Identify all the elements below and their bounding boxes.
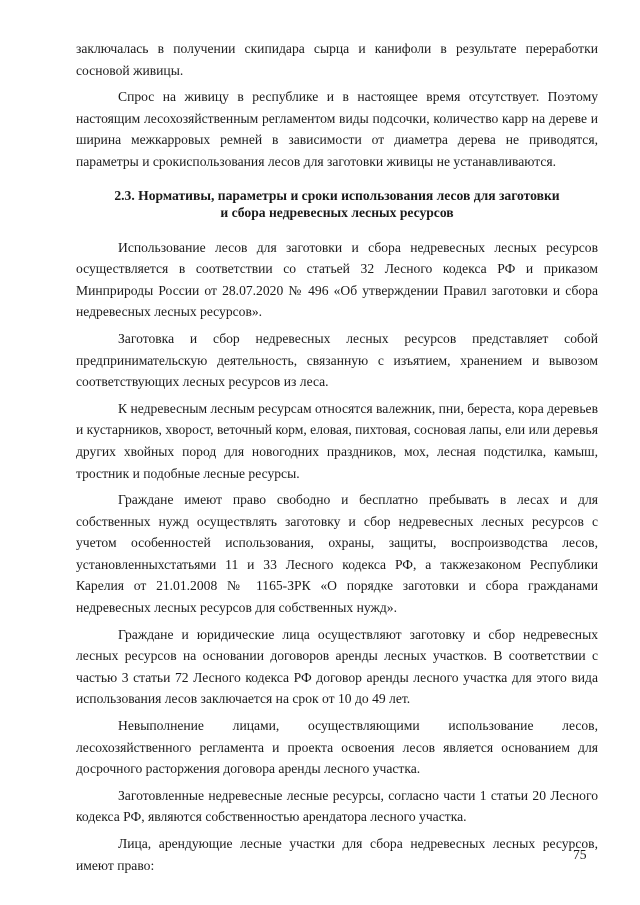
paragraph: Заготовка и сбор недревесных лесных ресурсов представляет собой предпринимательскую деятельность, связанную с изъятием, хранением и вывозом соответствующих лесных ресурсов из леса. xyxy=(76,330,598,390)
document-body xyxy=(76,38,598,881)
paragraph: Невыполнение лицами, осуществляющими использование лесов, лесохозяйственного регламента и проекта освоения лесов является основанием для досрочного расторжения договора аренды лесного участка. xyxy=(76,718,598,777)
paragraph: Спрос на живицу в республике и в настоящее время отсутствует. Поэтому настоящим лесохозяйственным регламентом виды подсочки, количество карр на дереве и ширина межкарровых ремней в зависимости от диаметра дерева не приводятся, параметры и срокиспользования лесов для заготовки живицы не устанавливаются. xyxy=(76,89,598,169)
paragraph: Использование лесов для заготовки и сбора недревесных лесных ресурсов осуществляется в соответствии со статьей 32 Лесного кодекса РФ и приказом Минприроды России от 28.07.2020 № 496 «Об утверждении Правил заготовки и сбора недревесных лесных ресурсов». xyxy=(76,239,598,320)
page-number: 75 xyxy=(573,847,587,862)
paragraph: Лица, арендующие лесные участки для сбора недревесных лесных ресурсов, имеют право: xyxy=(76,836,598,873)
section-heading-line-1: 2.3. Нормативы, параметры и сроки использования лесов для заготовки xyxy=(114,187,560,203)
paragraph: Граждане и юридические лица осуществляют заготовку и сбор недревесных лесных ресурсов на основании договоров аренды лесных участков. В соответствии с частью 3 статьи 72 Лесного кодекса РФ договор аренды лесного участка для этого вида использования лесов заключается на срок от 10 до 49 лет. xyxy=(76,626,598,707)
paragraph: К недревесным лесным ресурсам относятся валежник, пни, береста, кора деревьев и кустарников, хворост, веточный корм, еловая, пихтовая, сосновая лапы, ели или деревья других хвойных пород для новогодних праздников, мох, лесная подстилка, камыш, тростник и подобные лесные ресурсы. xyxy=(76,400,598,481)
paragraph: заключалась в получении скипидара сырца и канифоли в результате переработки сосновой живицы. xyxy=(76,41,598,78)
section-heading xyxy=(76,187,598,221)
paragraph: Заготовленные недревесные лесные ресурсы, согласно части 1 статьи 20 Лесного кодекса РФ, являются собственностью арендатора лесного участка. xyxy=(76,787,598,825)
section-heading-line-2: и сбора недревесных лесных ресурсов xyxy=(220,204,454,220)
paragraph: Граждане имеют право свободно и бесплатно пребывать в лесах и для собственных нужд осуществлять заготовку и сбор недревесных лесных ресурсов с учетом особенностей использования, охраны, защиты, воспроизводства лесов, установленныхстатьями 11 и 33 Лесного кодекса РФ, а такжезаконом Республики Карелия от 21.01.2008 № 1165-ЗРК «О порядке заготовки и сбора гражданами недревесных лесных ресурсов для собственных нужд». xyxy=(76,492,598,616)
